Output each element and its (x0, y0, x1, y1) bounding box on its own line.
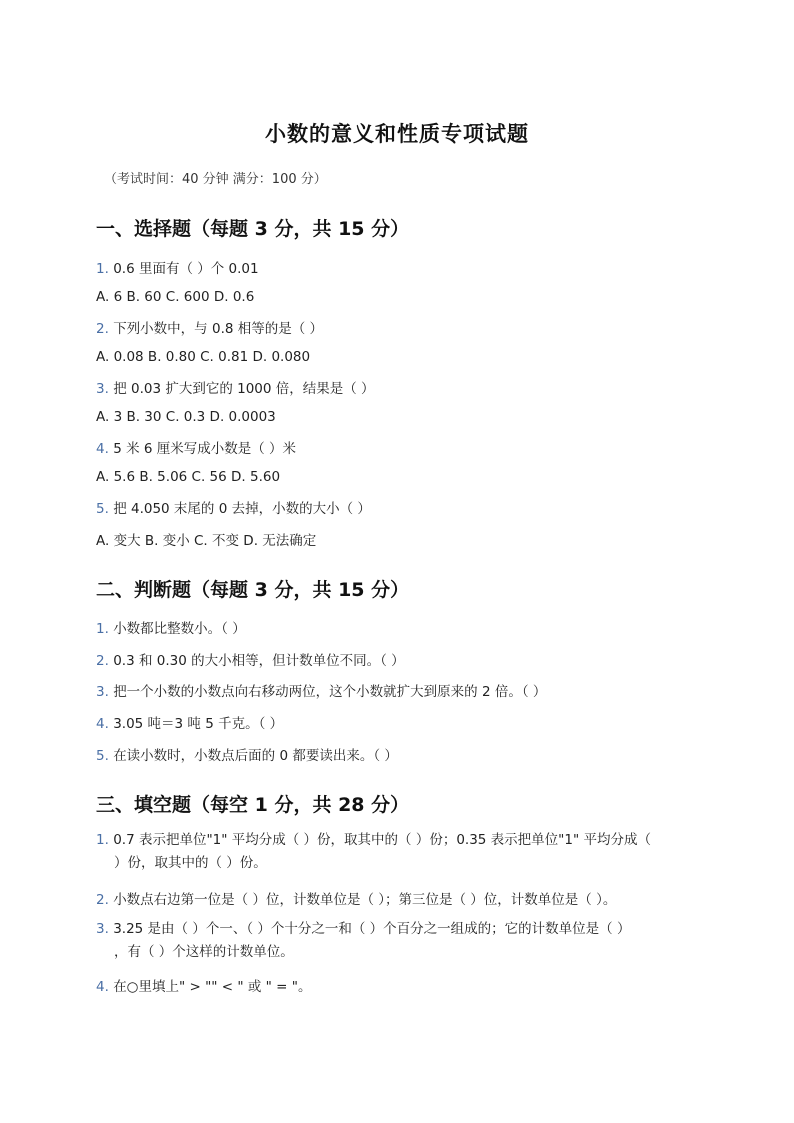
page-title: 小数的意义和性质专项试题 (265, 122, 529, 146)
choice-question-5 (96, 497, 371, 517)
question-text: 在○里填上" > "" < " 或 " = "。 (113, 979, 312, 995)
question-text: 把 0.03 扩大到它的 1000 倍，结果是（ ） (113, 381, 375, 397)
question-number: 4. (96, 716, 109, 732)
question-number: 4. (96, 441, 109, 457)
judge-question-5 (96, 744, 398, 764)
fill-question-1 (96, 829, 706, 875)
question-number: 3. (96, 381, 109, 397)
fill-question-4 (96, 975, 312, 995)
judge-question-1 (96, 617, 246, 637)
question-text: 小数点右边第一位是（ ）位，计数单位是（ ）；第三位是（ ）位，计数单位是（ ）。 (113, 892, 617, 908)
question-text: 0.6 里面有（ ）个 0.01 (113, 261, 259, 277)
question-text: 在读小数时，小数点后面的 0 都要读出来。（ ） (113, 748, 398, 764)
question-text: 下列小数中，与 0.8 相等的是（ ） (113, 321, 324, 337)
exam-info: （考试时间：40 分钟 满分：100 分） (104, 172, 327, 187)
question-number: 4. (96, 979, 109, 995)
question-continuation: ，有（ ）个这样的计数单位。 (114, 944, 294, 960)
choice-question-3 (96, 377, 375, 397)
question-number: 5. (96, 748, 109, 764)
question-continuation: ）份，取其中的（ ）份。 (114, 855, 267, 871)
choice-options-4: A. 5.6 B. 5.06 C. 56 D. 5.60 (96, 469, 281, 485)
question-text: 小数都比整数小。（ ） (113, 621, 246, 637)
question-text: 把一个小数的小数点向右移动两位，这个小数就扩大到原来的 2 倍。（ ） (113, 684, 547, 700)
question-number: 1. (96, 832, 109, 848)
question-text: 把 4.050 末尾的 0 去掉，小数的大小（ ） (113, 501, 371, 517)
choice-options-1: A. 6 B. 60 C. 600 D. 0.6 (96, 289, 255, 305)
choice-question-4 (96, 437, 296, 457)
question-number: 1. (96, 621, 109, 637)
question-number: 5. (96, 501, 109, 517)
section-heading-judge: 二、判断题（每题 3 分，共 15 分） (96, 579, 410, 601)
question-text: 3.05 吨＝3 吨 5 千克。（ ） (113, 716, 284, 732)
choice-question-2 (96, 317, 323, 337)
fill-question-3 (96, 918, 706, 964)
question-text: 5 米 6 厘米写成小数是（ ）米 (113, 441, 297, 457)
fill-question-2 (96, 888, 616, 908)
choice-question-1 (96, 257, 259, 277)
choice-options-3: A. 3 B. 30 C. 0.3 D. 0.0003 (96, 409, 276, 425)
question-number: 1. (96, 261, 109, 277)
question-number: 2. (96, 653, 109, 669)
judge-question-3 (96, 680, 546, 700)
question-number: 2. (96, 892, 109, 908)
question-number: 3. (96, 684, 109, 700)
choice-options-5: A. 变大 B. 变小 C. 不变 D. 无法确定 (96, 533, 317, 549)
question-number: 2. (96, 321, 109, 337)
judge-question-4 (96, 712, 283, 732)
section-heading-fill: 三、填空题（每空 1 分，共 28 分） (96, 794, 410, 816)
section-heading-choice: 一、选择题（每题 3 分，共 15 分） (96, 218, 410, 240)
judge-question-2 (96, 649, 405, 669)
question-text: 0.3 和 0.30 的大小相等，但计数单位不同。（ ） (113, 653, 405, 669)
question-number: 3. (96, 921, 109, 937)
question-text: 0.7 表示把单位"1" 平均分成（ ）份，取其中的（ ）份；0.35 表示把单位"1" 平均分成（ (113, 832, 651, 848)
question-text: 3.25 是由（ ）个一、（ ）个十分之一和（ ）个百分之一组成的；它的计数单位是（ ） (113, 921, 631, 937)
choice-options-2: A. 0.08 B. 0.80 C. 0.81 D. 0.080 (96, 349, 311, 365)
